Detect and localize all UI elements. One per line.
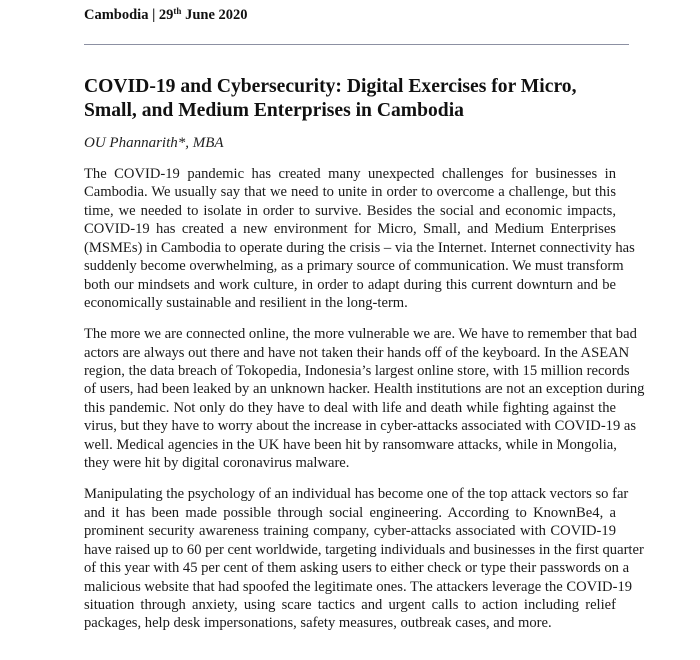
article-author: OU Phannarith*, MBA <box>84 135 224 151</box>
header-divider <box>84 44 629 45</box>
text-line: economically sustainable and resilient in the long-term. <box>84 295 408 312</box>
text-line: well. Medical agencies in the UK have been hit by ransomware attacks, while in Mongolia, <box>84 436 617 453</box>
text-line: region, the data breach of Tokopedia, Indonesia’s largest online store, with 15 million records <box>84 363 630 380</box>
text-line: of users, had been leaked by an unknown hacker. Health institutions are not an exception during <box>84 381 645 398</box>
article-title <box>84 75 644 123</box>
document-header <box>84 6 248 24</box>
text-line: time, we needed to isolate in order to survive. Besides the social and economic impacts, <box>84 202 616 219</box>
text-line: malicious website that had spoofed the legitimate ones. The attackers leverage the COVID-19 <box>84 578 633 595</box>
text-line: (MSMEs) in Cambodia to operate during the crisis – via the Internet. Internet connectivity has <box>84 239 635 256</box>
text-line: of this year with 45 per cent of them asking users to either check or type their passwords on a <box>84 560 630 577</box>
text-line: virus, but they have to worry about the increase in cyber-attacks associated with COVID-19 as <box>84 418 637 435</box>
title-line: COVID-19 and Cybersecurity: Digital Exercises for Micro, <box>84 76 577 97</box>
text-line: packages, help desk impersonations, safety measures, outbreak cases, and more. <box>84 615 552 632</box>
header-date <box>159 7 248 23</box>
article-body <box>84 165 645 645</box>
text-line: The more we are connected online, the more vulnerable we are. We have to remember that bad <box>84 326 637 343</box>
paragraph <box>84 165 635 313</box>
header-date-rest: June 2020 <box>185 7 248 23</box>
title-line: Small, and Medium Enterprises in Cambodia <box>84 100 464 121</box>
text-line: have raised up to 60 per cent worldwide, targeting individuals and businesses in the first quarter <box>84 541 644 558</box>
text-line: and it has been made possible through social engineering. According to KnownBe4, a <box>84 504 616 521</box>
text-line: this pandemic. Not only do they have to deal with life and death while fighting against the <box>84 399 616 416</box>
header-date-suffix: th <box>173 6 182 16</box>
text-line: they were hit by digital coronavirus malware. <box>84 455 350 472</box>
text-line: both our mindsets and work culture, in order to adapt during this current downturn and be <box>84 276 616 293</box>
text-line: COVID-19 has created a new environment for Micro, Small, and Medium Enterprises <box>84 221 616 238</box>
text-line: The COVID-19 pandemic has created many unexpected challenges for businesses in <box>84 166 616 182</box>
text-line: prominent security awareness training company, cyber-attacks associated with COVID-19 <box>84 523 616 540</box>
header-location: Cambodia <box>84 7 149 23</box>
paragraph <box>84 325 645 473</box>
text-line: situation through anxiety, using scare tactics and urgent calls to action including relief <box>84 596 616 613</box>
text-line: Manipulating the psychology of an individual has become one of the top attack vectors so far <box>84 486 629 503</box>
paragraph <box>84 485 644 633</box>
header-date-day: 29 <box>158 7 174 23</box>
header-separator: | <box>152 7 156 23</box>
text-line: actors are always out there and have not taken their hands off of the keyboard. In the ASEAN <box>84 344 630 361</box>
text-line: suddenly become overwhelming, as a primary source of communication. We must transform <box>84 258 624 275</box>
text-line: Cambodia. We usually say that we need to unite in order to overcome a challenge, but this <box>84 184 616 201</box>
